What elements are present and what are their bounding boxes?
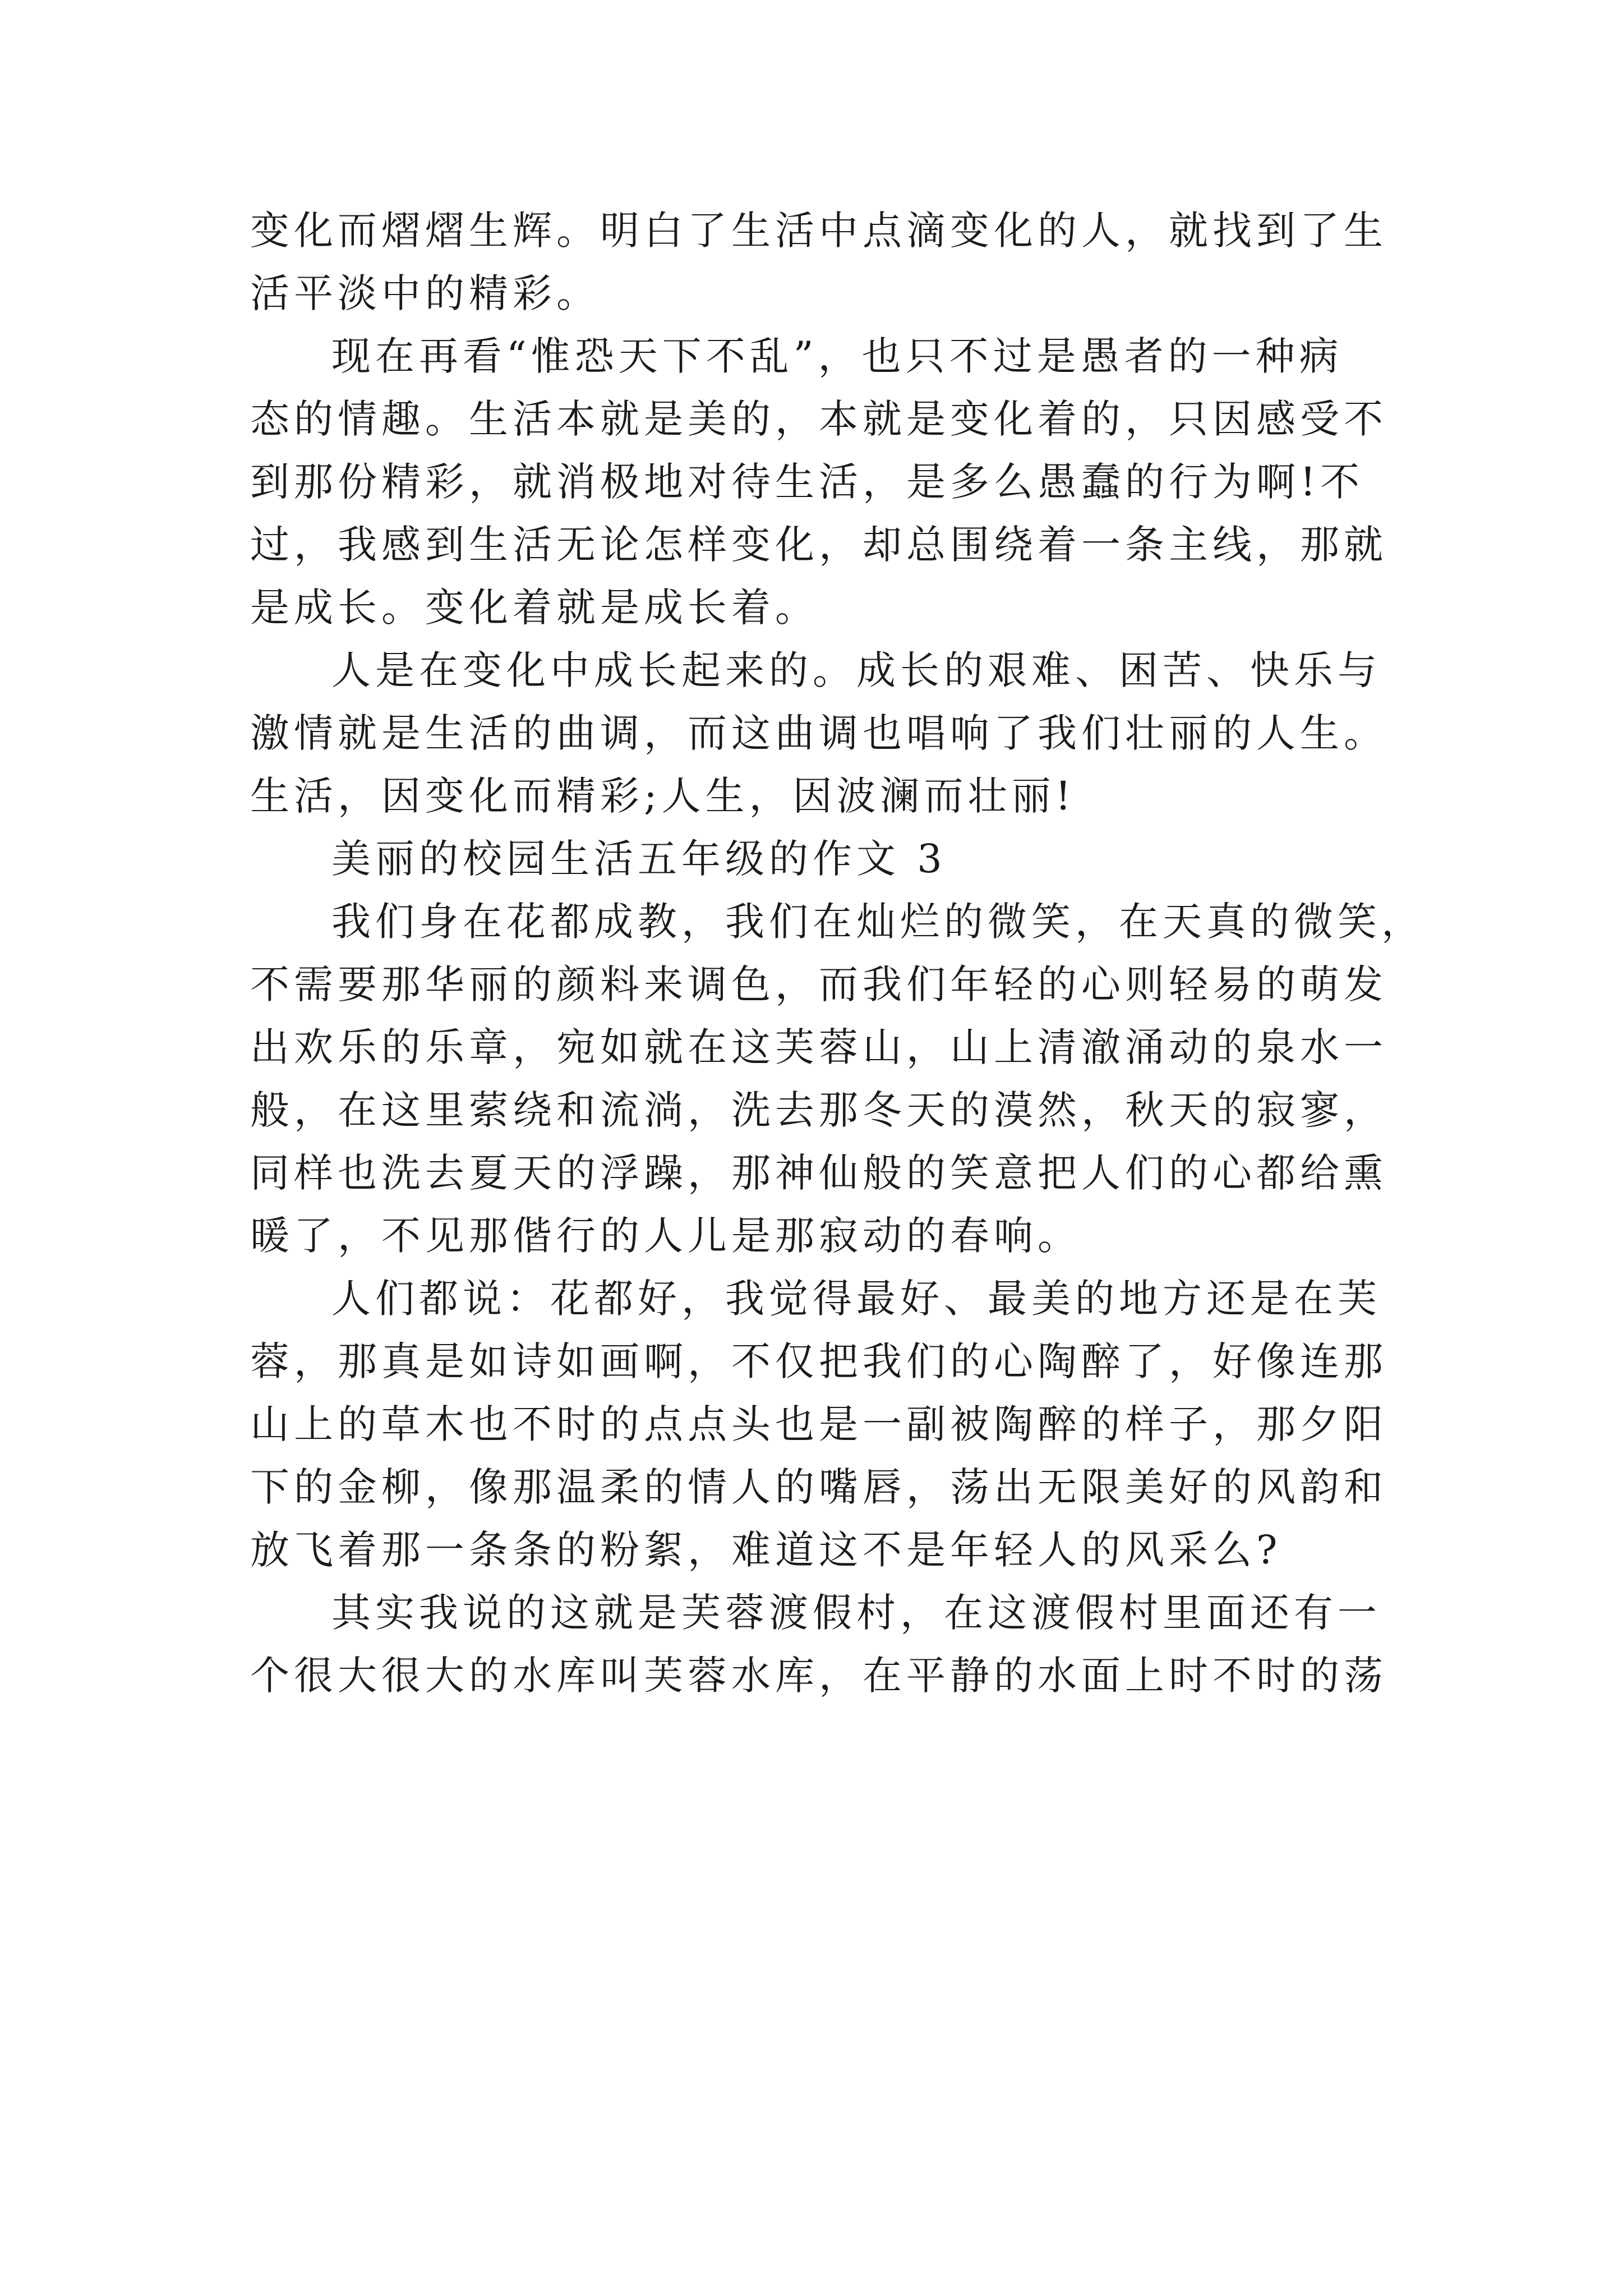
text-line: 个很大很大的水库叫芙蓉水库，在平静的水面上时不时的荡 xyxy=(250,1653,1387,1699)
text-line: 山上的草木也不时的点点头也是一副被陶醉的样子，那夕阳 xyxy=(250,1401,1387,1447)
text-line: 同样也洗去夏天的浮躁，那神仙般的笑意把人们的心都给熏 xyxy=(250,1150,1387,1196)
text-line: 到那份精彩，就消极地对待生活，是多么愚蠢的行为啊!不 xyxy=(250,459,1364,505)
text-line: 我们身在花都成教，我们在灿烂的微笑，在天真的微笑， xyxy=(331,899,1425,945)
text-line: 过，我感到生活无论怎样变化，却总围绕着一条主线，那就 xyxy=(250,522,1387,568)
text-line: 其实我说的这就是芙蓉渡假村，在这渡假村里面还有一 xyxy=(331,1590,1381,1636)
text-line: 人们都说：花都好，我觉得最好、最美的地方还是在芙 xyxy=(331,1276,1381,1322)
text-line: 激情就是生活的曲调，而这曲调也唱响了我们壮丽的人生。 xyxy=(250,710,1387,756)
text-line: 放飞着那一条条的粉絮，难道这不是年轻人的风采么? xyxy=(250,1527,1282,1573)
text-line: 变化而熠熠生辉。明白了生活中点滴变化的人，就找到了生 xyxy=(250,208,1387,254)
text-line: 是成长。变化着就是成长着。 xyxy=(250,585,819,631)
section-heading: 美丽的校园生活五年级的作文 3 xyxy=(331,836,947,882)
text-line: 活平淡中的精彩。 xyxy=(250,270,600,316)
text-line: 态的情趣。生活本就是美的，本就是变化着的，只因感受不 xyxy=(250,396,1387,442)
text-line: 蓉，那真是如诗如画啊，不仅把我们的心陶醉了，好像连那 xyxy=(250,1338,1387,1384)
document-body xyxy=(250,199,1425,1707)
text-line: 人是在变化中成长起来的。成长的艰难、困苦、快乐与 xyxy=(331,647,1381,693)
text-line: 不需要那华丽的颜料来调色，而我们年轻的心则轻易的萌发 xyxy=(250,961,1387,1007)
text-line: 出欢乐的乐章，宛如就在这芙蓉山，山上清澈涌动的泉水一 xyxy=(250,1024,1387,1070)
text-line: 暖了，不见那偕行的人儿是那寂动的春响。 xyxy=(250,1213,1081,1259)
text-line: 般，在这里萦绕和流淌，洗去那冬天的漠然，秋天的寂寥， xyxy=(250,1087,1387,1133)
text-line: 现在再看“惟恐天下不乱”，也只不过是愚者的一种病 xyxy=(331,333,1343,379)
text-line: 生活，因变化而精彩;人生，因波澜而壮丽! xyxy=(250,773,1076,819)
text-line: 下的金柳，像那温柔的情人的嘴唇，荡出无限美好的风韵和 xyxy=(250,1464,1387,1510)
